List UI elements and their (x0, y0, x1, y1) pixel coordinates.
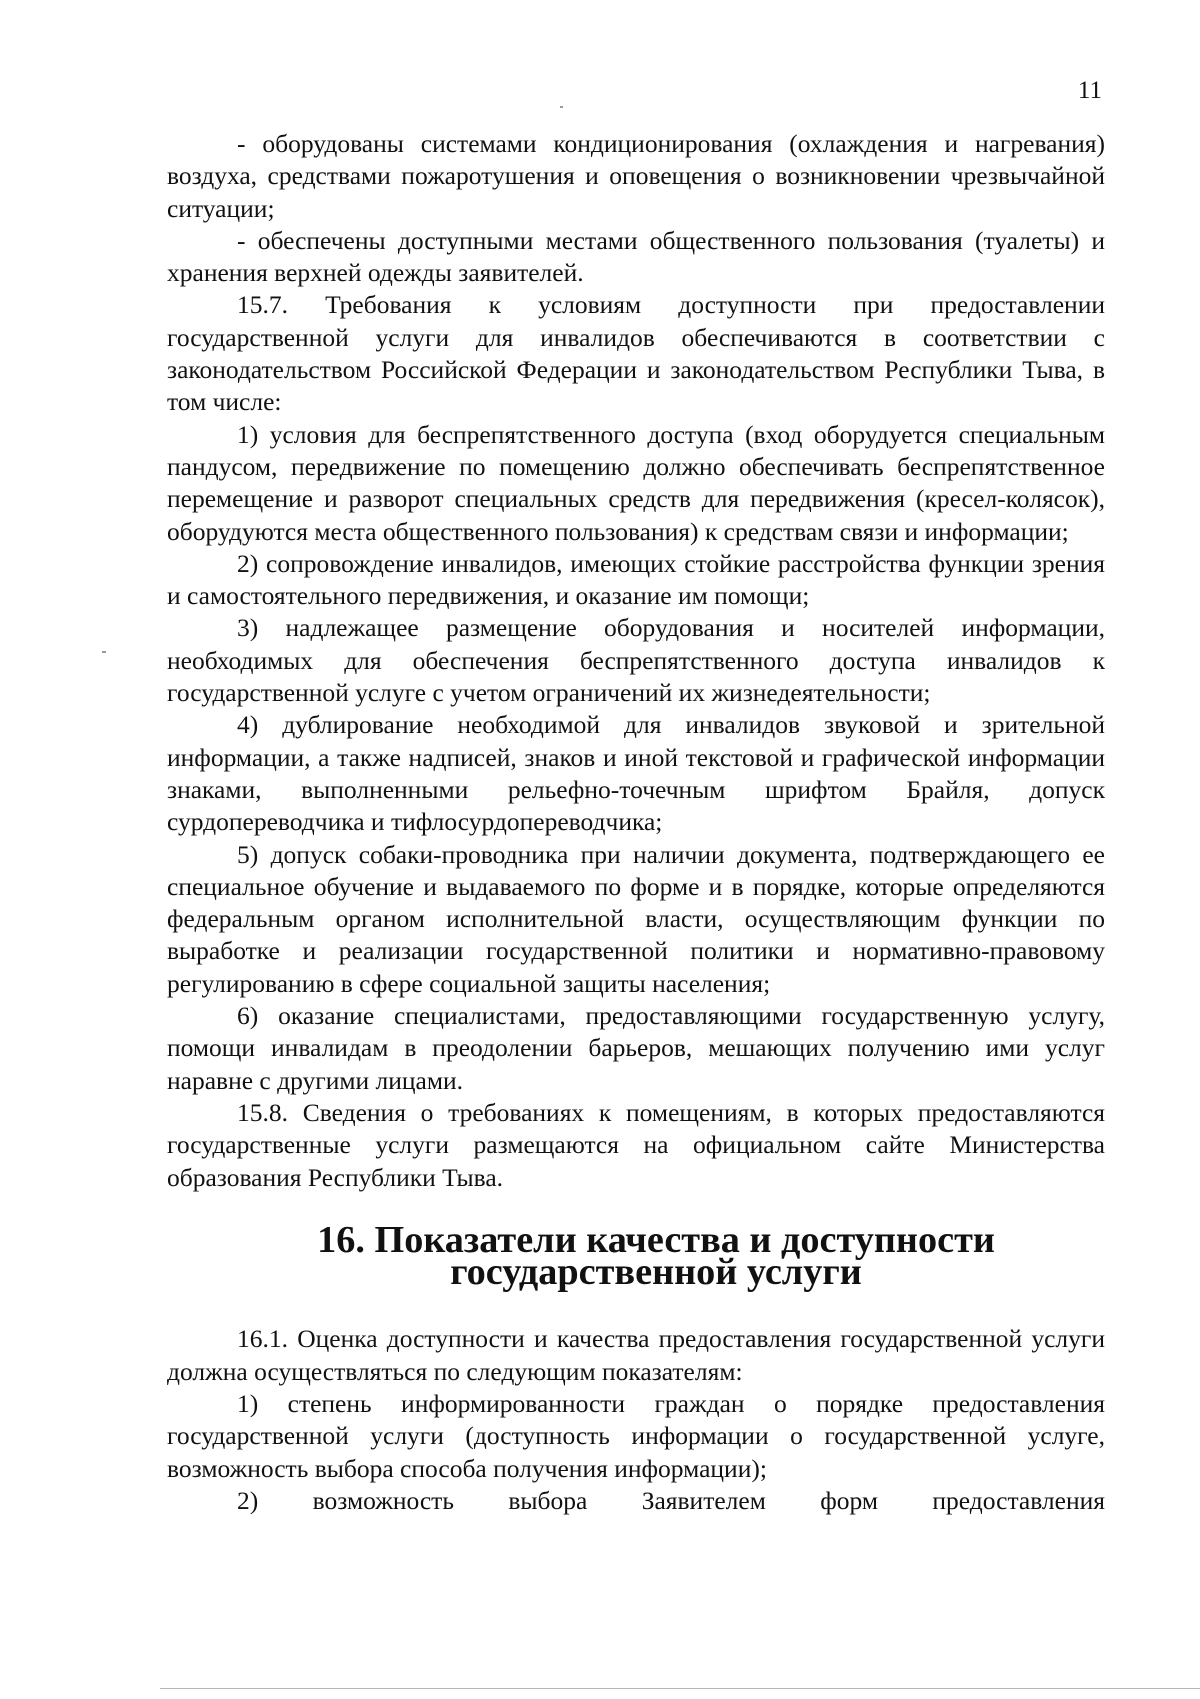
scan-speck (560, 106, 563, 108)
scan-speck (102, 651, 106, 653)
paragraph: - оборудованы системами кондиционирования (охлаждения и нагревания) воздуха, средствами пожаротушения и оповещения о возникновении чрезвычайной ситуации; (167, 129, 1105, 223)
paragraph: 15.8. Сведения о требованиях к помещениям, в которых предоставляются государственные услуги размещаются на официальном сайте Министерства образования Республики Тыва. (167, 1097, 1105, 1192)
paragraph: 4) дублирование необходимой для инвалидов звуковой и зрительной информации, а также надписей, знаков и иной текстовой и графической информации знаками, выполненными рельефно-точечным шрифтом Брайля, допуск сурдопереводчика и тифлосурдопереводчика; (167, 710, 1105, 837)
paragraph: 16.1. Оценка доступности и качества предоставления государственной услуги должна осуществляться по следующим показателям: (167, 1324, 1105, 1386)
paragraph: 2) сопровождение инвалидов, имеющих стойкие расстройства функции зрения и самостоятельного передвижения, и оказание им помощи; (167, 548, 1105, 611)
paragraph: 6) оказание специалистами, предоставляющими государственную услугу, помощи инвалидам в преодолении барьеров, мешающих получению ими услуг наравне с другими лицами. (167, 1001, 1105, 1095)
paragraph: 15.7. Требования к условиям доступности при предоставлении государственной услуги для инвалидов обеспечиваются в соответствии с законодательством Российской Федерации и законодательством Республики Тыва, в том числе: (167, 290, 1105, 417)
document-body (167, 128, 1105, 1517)
paragraph: 5) допуск собаки-проводника при наличии документа, подтверждающего ее специальное обучение и выдаваемого по форме и в порядке, которые определяются федеральным органом исполнительной власти, осуществляющим функции по выработке и реализации государственной политики и нормативно-правовому регулированию в сфере социальной защиты населения; (167, 839, 1105, 998)
paragraph: - обеспечены доступными местами общественного пользования (туалеты) и хранения верхней одежды заявителей. (167, 225, 1105, 288)
section-heading: 16. Показатели качества и доступности государственной услуги (317, 1218, 995, 1294)
paragraph-group-before-heading (167, 128, 1105, 1194)
page-number: 11 (1077, 77, 1102, 104)
paragraph: 1) степень информированности граждан о порядке предоставления государственной услуги (доступность информации о государственной услуге, возможность выбора способа получения информации); (167, 1388, 1105, 1483)
paragraph: 1) условия для беспрепятственного доступа (вход оборудуется специальным пандусом, передвижение по помещению должно обеспечивать беспрепятственное перемещение и разворот специальных средств для передвижения (кресел-колясок), оборудуются места общественного пользования) к средствам связи и информации; (167, 419, 1105, 546)
paragraph: 2) возможность выбора Заявителем форм предоставления (237, 1485, 1105, 1515)
paragraph: 3) надлежащее размещение оборудования и носителей информации, необходимых для обеспечения беспрепятственного доступа инвалидов к государственной услуге с учетом ограничений их жизнедеятельности; (167, 613, 1105, 708)
paragraph-group-after-heading (167, 1323, 1105, 1517)
page-bottom-rule (160, 1688, 1200, 1689)
